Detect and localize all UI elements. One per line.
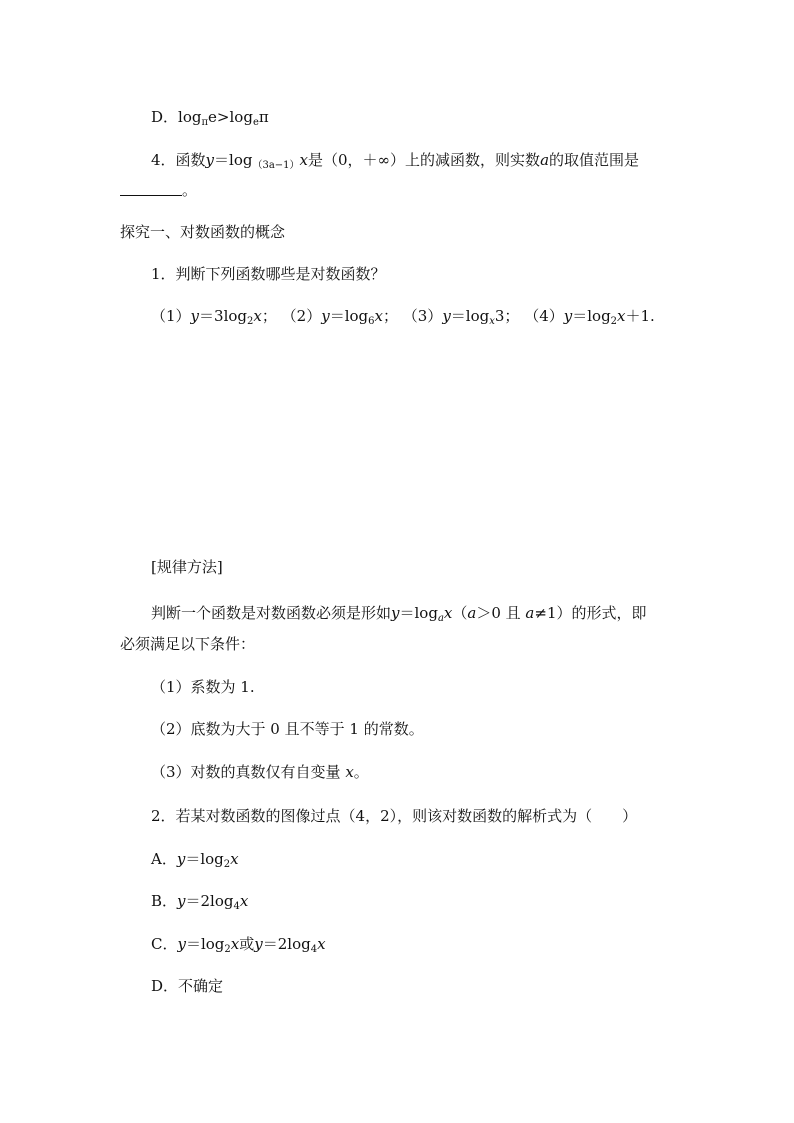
text: 判断一个函数是对数函数必须是形如 xyxy=(151,604,392,622)
expr: ＝log xyxy=(399,604,438,622)
sub: π xyxy=(201,117,209,128)
sub: 4 xyxy=(233,901,240,912)
expr: log xyxy=(178,108,202,126)
var-a: a xyxy=(467,604,477,622)
sep: ； xyxy=(261,307,277,325)
expr: ＝log xyxy=(329,307,369,325)
sub: e xyxy=(252,117,259,128)
text: ≠1）的形式，即 xyxy=(534,604,647,622)
text: （ xyxy=(452,604,468,622)
var-x: x xyxy=(443,604,453,622)
method-p1 xyxy=(151,603,647,623)
section-title: 探究一、对数函数的概念 xyxy=(120,223,286,241)
var-y: y xyxy=(442,307,451,325)
sub: x xyxy=(489,316,495,327)
expr: e>log xyxy=(208,108,253,126)
expr: ＝log xyxy=(185,850,224,868)
expr: ＝3log xyxy=(199,307,248,325)
q4-label: 4．函数 xyxy=(151,151,206,169)
expr: ＝log xyxy=(572,307,611,325)
text: 或 xyxy=(239,935,255,953)
var-a: a xyxy=(540,151,550,169)
answer-blank[interactable] xyxy=(120,181,182,196)
var-y: y xyxy=(176,850,186,868)
expr: ＋1. xyxy=(625,307,655,325)
item-label: （1） xyxy=(151,307,191,325)
item-label: （2） xyxy=(281,307,322,325)
q4-text xyxy=(151,150,639,170)
sub: 2 xyxy=(224,944,231,955)
item-label: （4） xyxy=(524,307,564,325)
option-label: A． xyxy=(151,850,177,868)
var-x: x xyxy=(374,307,383,325)
option-label: B． xyxy=(151,892,178,910)
var-x: x xyxy=(317,935,326,953)
q2-option-a xyxy=(151,849,239,869)
q3-option-d xyxy=(151,107,269,127)
expr: ＝log xyxy=(450,307,490,325)
condition-1: （1）系数为 1. xyxy=(151,678,255,696)
var-y: y xyxy=(177,935,186,953)
var-y: y xyxy=(205,151,215,169)
text: （3）对数的真数仅有自变量 xyxy=(151,763,341,781)
sub: 4 xyxy=(310,944,318,955)
method-p1-line2: 必须满足以下条件： xyxy=(120,635,256,653)
text: ＞0 且 xyxy=(476,604,521,622)
q2-option-b xyxy=(151,891,248,911)
q4-answer-line xyxy=(120,180,197,200)
var-a: a xyxy=(520,604,535,622)
condition-2: （2）底数为大于 0 且不等于 1 的常数。 xyxy=(151,720,424,738)
sub: 6 xyxy=(368,316,375,327)
var-x: x xyxy=(230,935,240,953)
var-x: x xyxy=(239,892,249,910)
item-label: （3） xyxy=(402,307,443,325)
expr: ＝log xyxy=(214,151,253,169)
condition-3 xyxy=(151,762,369,782)
sub: 2 xyxy=(223,859,231,870)
text: 。 xyxy=(353,763,369,781)
q1-items xyxy=(151,306,655,326)
q2-option-c xyxy=(151,934,326,954)
expr: ＝2log xyxy=(185,892,234,910)
q4-tail: 的取值范围是 xyxy=(549,151,640,169)
q2-option-d: D．不确定 xyxy=(151,977,224,995)
expr: ＝2log xyxy=(262,935,311,953)
sub: 2 xyxy=(247,316,254,327)
sep: ； xyxy=(382,307,398,325)
var-x: x xyxy=(340,763,354,781)
var-y: y xyxy=(321,307,330,325)
var-y: y xyxy=(190,307,200,325)
sub: 2 xyxy=(610,316,618,327)
var-x: x xyxy=(617,307,626,325)
q2-text: 2．若某对数函数的图像过点（4，2），则该对数函数的解析式为（ ） xyxy=(151,807,638,825)
method-title: [规律方法] xyxy=(151,558,223,576)
q1-text: 1．判断下列函数哪些是对数函数？ xyxy=(151,265,386,283)
option-label: D． xyxy=(151,108,179,126)
option-label: C． xyxy=(151,935,178,953)
q4-body: 是（0，＋∞）上的减函数，则实数 xyxy=(308,151,541,169)
var-x: x xyxy=(253,307,262,325)
var-x: x xyxy=(299,151,309,169)
log-base: （3a−1） xyxy=(252,160,300,171)
expr: 3； xyxy=(494,307,520,325)
var-y: y xyxy=(177,892,186,910)
var-y: y xyxy=(563,307,573,325)
var-y: y xyxy=(254,935,263,953)
var-x: x xyxy=(230,850,239,868)
period: 。 xyxy=(182,181,198,199)
expr: π xyxy=(258,108,269,126)
var-y: y xyxy=(391,604,400,622)
sub: a xyxy=(437,613,444,624)
expr: ＝log xyxy=(185,935,225,953)
